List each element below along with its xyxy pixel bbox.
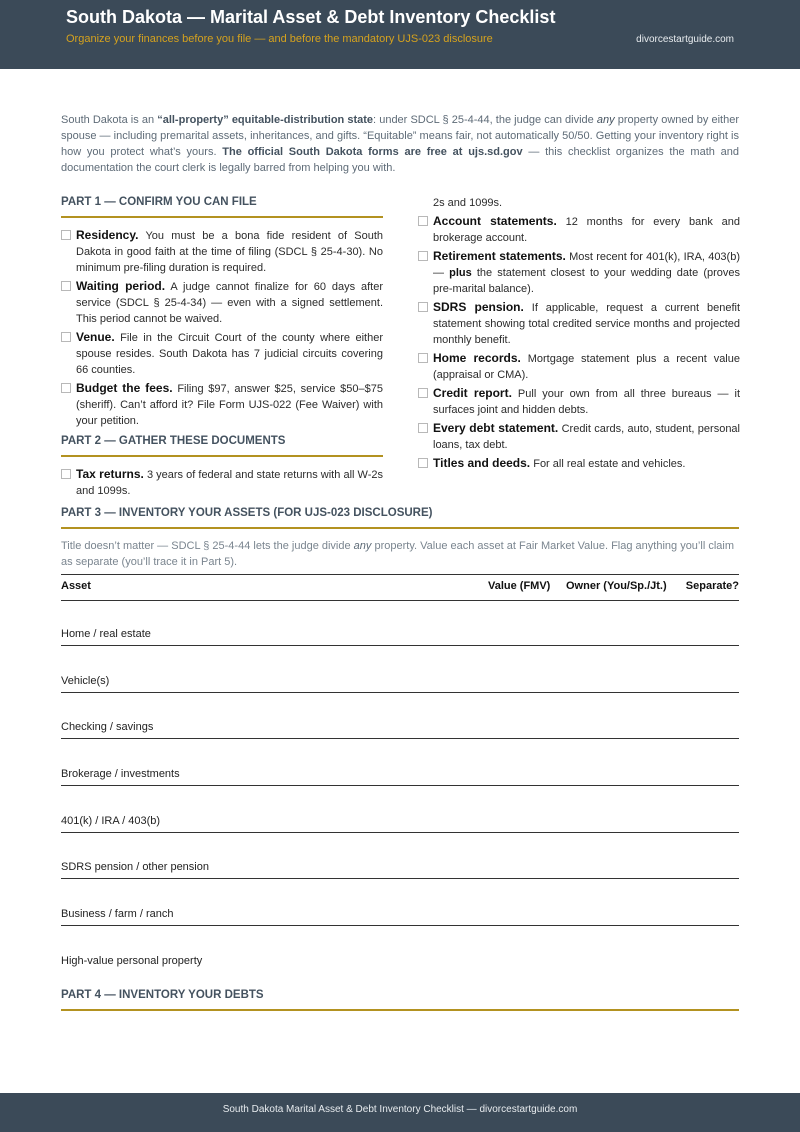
checkbox[interactable] xyxy=(418,302,428,312)
asset-label: Business / farm / ranch xyxy=(61,908,174,920)
table-row[interactable] xyxy=(61,739,739,786)
part1-list xyxy=(61,227,383,431)
checklist-item-debt-statement[interactable]: Every debt statement. Credit cards, auto, student, personal loans, tax debt. xyxy=(418,420,740,453)
table-row[interactable] xyxy=(61,926,739,972)
part2-list-col1 xyxy=(61,466,384,497)
intro-paragraph: South Dakota is an “all-property” equitable-distribution state: under SDCL § 25-4-44, the judge can divide any property owned by either spouse — including premarital assets, inheritances, and gifts. “Equitable” means fair, not automatically 50/50. Getting your inventory right is how you protect what’s yours. The official South Dakota forms are free at ujs.sd.gov — this checklist organizes the math and documentation the court clerk is legally barred from helping you with. xyxy=(61,114,739,174)
table-row[interactable] xyxy=(61,599,739,646)
checklist-item-retirement[interactable]: Retirement statements. Most recent for 401(k), IRA, 403(b) — plus the statement closest to your wedding date (proves pre-marital balance). xyxy=(418,248,740,297)
checklist-item-fees[interactable]: Budget the fees. Filing $97, answer $25, service $50–$75 (sheriff). Can’t afford it? File Form UJS-022 (Fee Waiver) with your petition. xyxy=(61,380,383,429)
part1-heading: PART 1 — CONFIRM YOU CAN FILE xyxy=(61,196,383,218)
asset-table-header xyxy=(61,574,739,601)
checkbox[interactable] xyxy=(61,469,71,479)
part3-heading: PART 3 — INVENTORY YOUR ASSETS (FOR UJS-023 DISCLOSURE) xyxy=(61,507,739,529)
checkbox[interactable] xyxy=(418,458,428,468)
checklist-item-titles-deeds[interactable]: Titles and deeds. For all real estate and vehicles. xyxy=(418,455,740,472)
page-title: South Dakota — Marital Asset & Debt Inventory Checklist xyxy=(66,7,556,27)
checklist-item-tax-returns-cont: 2s and 1099s. xyxy=(433,197,503,209)
asset-label: Vehicle(s) xyxy=(61,675,110,687)
column-separate: Separate? xyxy=(685,580,739,592)
part2-list-col2 xyxy=(418,195,740,474)
table-row[interactable] xyxy=(61,879,739,926)
checklist-item-credit-report[interactable]: Credit report. Pull your own from all three bureaus — it surfaces joint and hidden debts. xyxy=(418,385,740,418)
checklist-item-tax-returns[interactable]: Tax returns. 3 years of federal and state returns with all W-2s and 1099s. xyxy=(61,466,383,499)
table-row[interactable] xyxy=(61,692,739,739)
footer-banner xyxy=(0,1093,800,1132)
checklist-item-sdrs-pension[interactable]: SDRS pension. If applicable, request a current benefit statement showing total credited service months and projected monthly benefit. xyxy=(418,299,740,348)
part4-heading: PART 4 — INVENTORY YOUR DEBTS xyxy=(61,989,739,1011)
table-row[interactable] xyxy=(61,832,739,879)
checkbox[interactable] xyxy=(61,332,71,342)
asset-label: 401(k) / IRA / 403(b) xyxy=(61,815,161,827)
asset-label: High-value personal property xyxy=(61,955,203,967)
checkbox[interactable] xyxy=(418,423,428,433)
checklist-item-waiting-period[interactable]: Waiting period. A judge cannot finalize for 60 days after service (SDCL § 25-4-34) — even with a signed settlement. This period cannot be waived. xyxy=(61,278,383,327)
asset-label: Checking / savings xyxy=(61,721,154,733)
checklist-item-residency[interactable]: Residency. You must be a bona fide resident of South Dakota in good faith at the time of filing (SDCL § 25-4-30). No minimum pre-filing duration is required. xyxy=(61,227,383,276)
table-row[interactable] xyxy=(61,786,739,833)
checkbox[interactable] xyxy=(418,251,428,261)
footer-text: South Dakota Marital Asset & Debt Inventory Checklist — divorcestartguide.com xyxy=(222,1104,578,1115)
column-owner: Owner (You/Sp./Jt.) xyxy=(566,580,667,592)
column-value: Value (FMV) xyxy=(488,580,551,592)
asset-label: SDRS pension / other pension xyxy=(61,861,209,873)
asset-label: Home / real estate xyxy=(61,628,151,640)
checklist-item-home-records[interactable]: Home records. Mortgage statement plus a recent value (appraisal or CMA). xyxy=(418,350,740,383)
checklist-item-venue[interactable]: Venue. File in the Circuit Court of the county where either spouse resides. South Dakota has 7 judicial circuits covering 66 counties. xyxy=(61,329,383,378)
part2-heading: PART 2 — GATHER THESE DOCUMENTS xyxy=(61,435,383,457)
checkbox[interactable] xyxy=(418,353,428,363)
checklist-item-account-statements[interactable]: Account statements. 12 months for every bank and brokerage account. xyxy=(418,213,740,246)
asset-label: Brokerage / investments xyxy=(61,768,180,780)
header-banner xyxy=(0,0,800,69)
page-subtitle: Organize your finances before you file — and before the mandatory UJS-023 disclosure xyxy=(66,33,493,45)
site-name: divorcestartguide.com xyxy=(636,34,734,45)
checkbox[interactable] xyxy=(61,383,71,393)
checkbox[interactable] xyxy=(418,388,428,398)
checkbox[interactable] xyxy=(418,216,428,226)
checkbox[interactable] xyxy=(61,230,71,240)
column-asset: Asset xyxy=(61,580,91,592)
part3-note: Title doesn’t matter — SDCL § 25-4-44 lets the judge divide any property. Value each asset at Fair Market Value. Flag anything you’ll claim as separate (you’ll trace it in Part 5). xyxy=(61,540,734,568)
table-row[interactable] xyxy=(61,646,739,693)
checkbox[interactable] xyxy=(61,281,71,291)
